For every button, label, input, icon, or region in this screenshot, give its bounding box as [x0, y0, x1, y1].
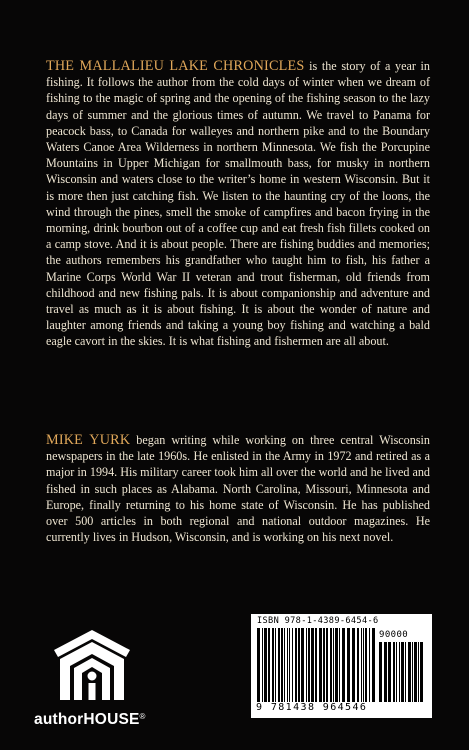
authorhouse-logo-icon	[50, 628, 134, 702]
back-cover-blurb	[46, 58, 430, 350]
author-name: MIKE YURK	[46, 432, 131, 448]
blurb-text: is the story of a year in fishing. It follows the author from the cold days of winter when we dream of fishing to the magic of spring and the opening of the fishing season to the lazy days of summer and the glorious times of autumn. We travel to Panama for peacock bass, to Canada for walleyes and northern pike and to the Boundary Waters Canoe Area Wilderness in northern Minnesota. We fish the Porcupine Mountains in Upper Michigan for smallmouth bass, for musky in northern Wisconsin and waters close to the writer’s home in western Wisconsin. But it is more then just catching fish. We listen to the haunting cry of the loons, the wind through the pines, smell the smoke of campfires and bacon frying in the morning, drink bourbon out of a coffee cup and eat fresh fish fillets cooked on a camp stove. And it is about people. There are fishing buddies and memories; the authors remembers his grandfather who taught him to fish, his father a Marine Corps World War II veteran and trout fisherman, old friends from childhood and new fishing pals. It is about companionship and adventure and travel as much as it is about fishing. It is about the wonder of nature and laughter among friends and taking a young boy fishing and watching a bald eagle cavort in the skies. It is what fishing and fishermen are all about.	[46, 59, 430, 349]
book-title: THE MALLALIEU LAKE CHRONICLES	[46, 58, 305, 74]
addon-digits: 90000	[379, 630, 409, 640]
author-bio	[46, 432, 430, 545]
isbn-barcode	[251, 614, 432, 718]
isbn-label: ISBN 978-1-4389-6454-6	[257, 616, 379, 626]
addon-barcode-bars	[379, 642, 425, 702]
bio-text: began writing while working on three central Wisconsin newspapers in the late 1960s. He enlisted in the Army in 1972 and retired as a major in 1994. His military career took him all over the world and he lived and fished in such places as Alabama. North Carolina, Missouri, Minnesota and Europe, finally returning to his home state of Wisconsin. He has published over 500 articles in both regional and national outdoor magazines. He currently lives in Hudson, Wisconsin, and is working on his next novel.	[46, 433, 430, 545]
ean-digits: 9 781438 964546	[256, 702, 368, 713]
publisher-name: authorHOUSE®	[34, 711, 146, 728]
ean-barcode-bars	[257, 628, 375, 702]
